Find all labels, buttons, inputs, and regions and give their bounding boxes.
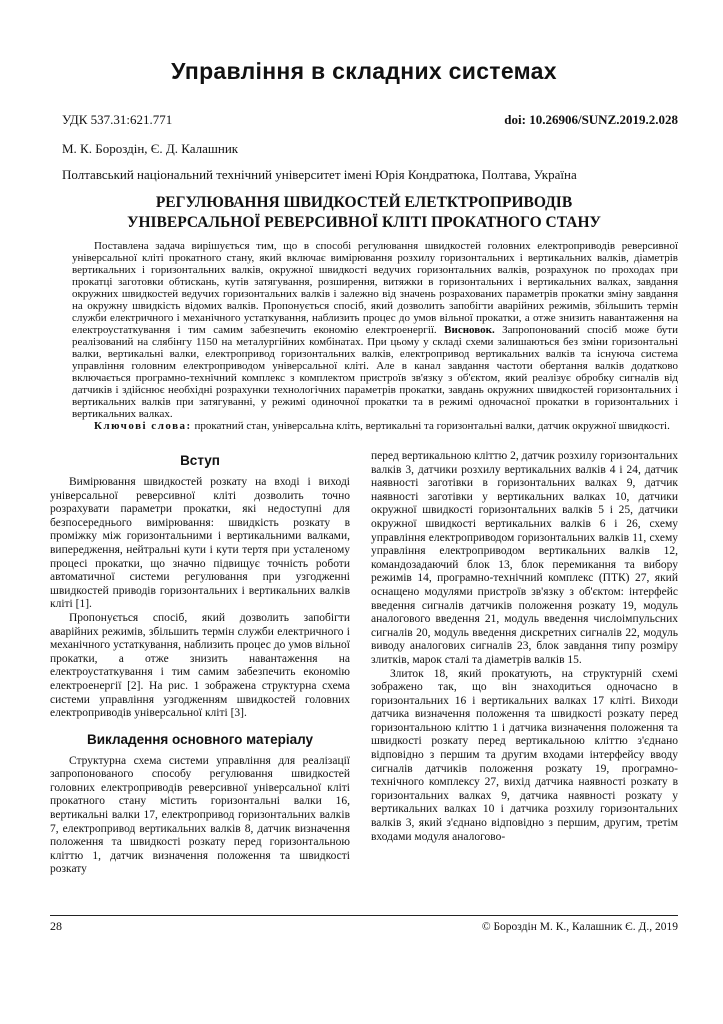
footer [50, 918, 678, 935]
footer-rule [50, 915, 678, 916]
authors-line: М. К. Бороздін, Є. Д. Калашник [62, 141, 239, 156]
abstract-block [72, 240, 678, 432]
main-paragraph-1-right: перед вертикальною кліттю 2, датчик розхилу горизонтальних валків 3, датчики розхилу вертикальних валків 4 і 24, датчик наявності заготівки в горизонтальних валках 9, датчик наявності заготівки у вертикальних валках 10, датчики окружної швидкості горизонтальних валків 5 і 25, датчики окружної швидкості вертикальних валків 6 і 26, схему управління електроприводом горизонтальних валків 11, схему управління електроприводом вертикальних валків 12, командозадаючий блок 13, блок перемикання та вибору режимів 14, програмно-технічний комплекс (ПТК) 27, який оснащено модулями пристроїв зв'язку з об'єктом: інтерфейс введення сигналів датчиків положення розкату 19, модуль аналогового введення 21, модуль введення числоімпульсних сигналів 20, модуль введення дискретних сигналів 22, модуль виводу аналогових сигналів 23, блок завдання типу розміру злитків, марок сталі та діаметрів валків 15. [371, 450, 678, 666]
keywords-text: прокатний стан, універсальна кліть, вертикальні та горизонтальні валки, датчик окружної швидкості. [194, 420, 670, 432]
column-left [50, 450, 350, 912]
paper-title-line1: РЕГУЛЮВАННЯ ШВИДКОСТЕЙ ЕЛЕТКТРОПРИВОДІВ [155, 194, 573, 211]
intro-paragraph-1: Вимірювання швидкостей розкату на вході і виході універсальної реверсивної кліті дозволить точно розрахувати параметри прокатки, які недоступні для безпосереднього вимірювання: швидкість розкату в проміжку між горизонтальними і вертикальними валками, випередження, нейтральні кути і кути тертя при усталеному процесі прокатки, що значно підвищує точність роботи автоматичної системи регулювання при узгодженні швидкостей приводів горизонтальних і вертикальних валків кліті [1]. [50, 476, 350, 611]
main-paragraph-1-left: Структурна схема системи управління для реалізації запропонованого способу регулювання швидкостей головних електроприводів реверсивної універсальної кліті прокатного стану містить горизонтальні валки 16, вертикальні валки 17, електропривод горизонтальних валків 7, електропривод вертикальних валків 8, датчик визначення положення та швидкості розкату перед горизонтальною кліттю 1, датчик визначення положення та швидкості розкату [50, 754, 350, 876]
doi-label: doi: 10.26906/SUNZ.2019.2.028 [504, 112, 678, 127]
paper-title-line2: УНІВЕРСАЛЬНОЇ РЕВЕРСИВНОЇ КЛІТІ ПРОКАТНОГО СТАНУ [127, 214, 601, 231]
affiliation-line: Полтавський національний технічний університет імені Юрія Кондратюка, Полтава, Україна [62, 167, 577, 182]
main-paragraph-2-right: Злиток 18, який прокатують, на структурній схемі зображено так, що він знаходиться одночасно в горизонтальних 16 і вертикальних валках 17 кліті. Виходи датчика визначення положення та швидкості розкату перед горизонтальною кліттю 1 і датчика визначення положення та швидкості розкату перед вертикальною кліттю з'єднано відповідно з першим та другим входами інтерфейсу вводу сигналів датчиків положення розкату 19, програмно-технічного комплексу 27, вихід датчика наявності розкату в горизонтальних валках 9, датчика наявності розкату у вертикальних валках 10 і датчика розхилу горизонтальних валків 3, який з'єднано відповідно з першим, другим, третім входами модуля аналогово- [371, 667, 678, 843]
abstract-part2: Запропонований спосіб може бути реалізований на слябінгу 1150 на металургійних комбінатах. При цьому у складі схеми залишаються без зміни горизонтальні валки, вертикальні валки, електропривод горизонтальних валків, електропривод вертикальних валків та існуюча система управління головним електроприводом універсальної кліті. Але в канал завдання частоти обертання валків додатково включається програмно-технічний комплекс з комплектом пристроїв зв'язку з об'єктом, який реалізує обробку сигналів від датчиків і здійснює необхідні розрахунки технологічних параметрів прокатки, завдань окружних швидкостей горизонтальних і вертикальних валків при затягуванні, у режимі одиночної прокатки та в режимі одночасної прокатки в горизонтальних і вертикальних валках. [72, 324, 678, 420]
column-right [371, 450, 678, 912]
intro-paragraph-2: Пропонується спосіб, який дозволить запобігти аварійних режимів, збільшить термін служби електричного і механічного устаткування, наблизить процес до умов вільної прокатки, а отже знизить навантаження на електроустаткування і тим самим забезпечить економію електроенергії [2]. На рис. 1 зображена структурна схема системи управління узгодженням швидкостей головних електроприводів універсальної кліті [3]. [50, 611, 350, 720]
abstract-text [72, 240, 678, 420]
page-number: 28 [50, 919, 62, 933]
copyright-line: © Бороздін М. К., Калашник Є. Д., 2019 [481, 921, 678, 933]
section-heading-intro: Вступ [180, 453, 220, 468]
udc-code: УДК 537.31:621.771 [62, 112, 173, 127]
abstract-part1: Поставлена задача вирішується тим, що в способі регулювання швидкостей головних електроприводів реверсивної універсальної кліті прокатного стану, який включає вимірювання розхилу горизонтальних і вертикальних валків, діаметрів вертикальних і горизонтальних валків, окружної швидкості ведучих горизонтальних валків, розрахунок по проходах при прокатці заготовки обтискань, кутів затягування, розширення, витяжки в горизонтальних і вертикальних валках, завдання окружних швидкостей ведучих горизонтальних валків і залежно від значень розрахованих параметрів прокатки зміну завдання на окружну швидкість відомих валків. Пропонується спосіб, який дозволить запобігти аварійних режимів, збільшить термін служби електричного і механічного устаткування, наблизить процес до умов вільної прокатки, а отже знизить навантаження на електроустаткування і тим самим забезпечить економію електроенергії. [72, 240, 678, 336]
keywords-label: Ключові слова: [94, 420, 192, 432]
meta-row [50, 112, 678, 128]
section-heading-main: Викладення основного матеріалу [86, 731, 314, 747]
journal-header: Управління в складних системах [171, 58, 557, 84]
keywords-line [72, 420, 678, 432]
two-column-body [50, 450, 678, 912]
abstract-conclusion-label: Висновок. [444, 324, 495, 336]
paper-title [50, 193, 678, 233]
